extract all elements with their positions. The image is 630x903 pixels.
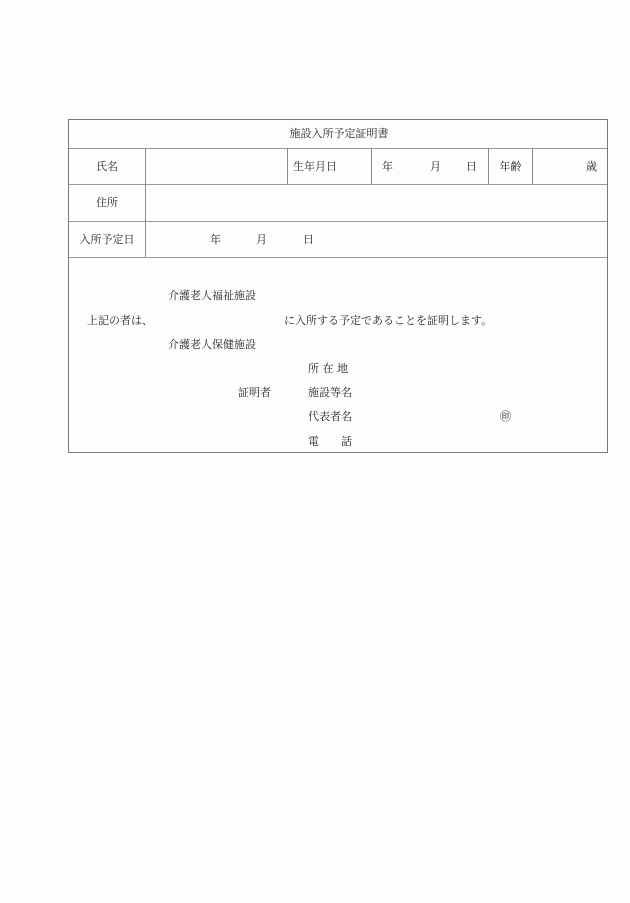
representative-label: 代表者名 xyxy=(308,410,352,423)
admission-day-unit: 日 xyxy=(303,233,314,246)
admission-date-field[interactable] xyxy=(147,223,605,255)
location-label: 所 在 地 xyxy=(308,362,348,375)
divider xyxy=(371,148,372,184)
name-field[interactable] xyxy=(147,150,285,182)
divider xyxy=(145,148,146,257)
divider xyxy=(69,257,607,258)
birth-day-unit: 日 xyxy=(466,160,477,173)
facility-option-health[interactable]: 介護老人保健施設 xyxy=(168,338,256,351)
facility-option-welfare[interactable]: 介護老人福祉施設 xyxy=(168,289,256,302)
divider xyxy=(69,184,607,185)
certificate-form xyxy=(68,119,608,453)
birthdate-label: 生年月日 xyxy=(293,160,337,173)
age-unit: 歳 xyxy=(586,160,597,173)
divider xyxy=(287,148,288,184)
divider xyxy=(69,221,607,222)
facility-name-label: 施設等名 xyxy=(308,386,352,399)
address-label: 住所 xyxy=(96,196,118,209)
divider xyxy=(69,148,607,149)
seal-mark-icon: ㊞ xyxy=(500,410,511,423)
admission-month-unit: 月 xyxy=(256,233,267,246)
age-label: 年齢 xyxy=(499,160,522,173)
certifier-label: 証明者 xyxy=(238,386,271,399)
facility-name-blank[interactable] xyxy=(213,310,281,330)
statement-prefix: 上記の者は、 xyxy=(87,314,153,327)
admission-date-label: 入所予定日 xyxy=(79,233,135,246)
birth-month-unit: 月 xyxy=(430,160,441,173)
address-field[interactable] xyxy=(147,186,605,219)
divider xyxy=(532,148,533,184)
name-label: 氏名 xyxy=(96,160,118,173)
birthdate-field[interactable] xyxy=(373,150,486,182)
age-field[interactable] xyxy=(534,150,606,182)
birth-year-unit: 年 xyxy=(382,160,393,173)
form-title: 施設入所予定証明書 xyxy=(289,127,389,140)
statement-suffix: に入所する予定であることを証明します。 xyxy=(284,314,493,327)
phone-label: 電 話 xyxy=(308,435,352,448)
admission-year-unit: 年 xyxy=(210,233,221,246)
